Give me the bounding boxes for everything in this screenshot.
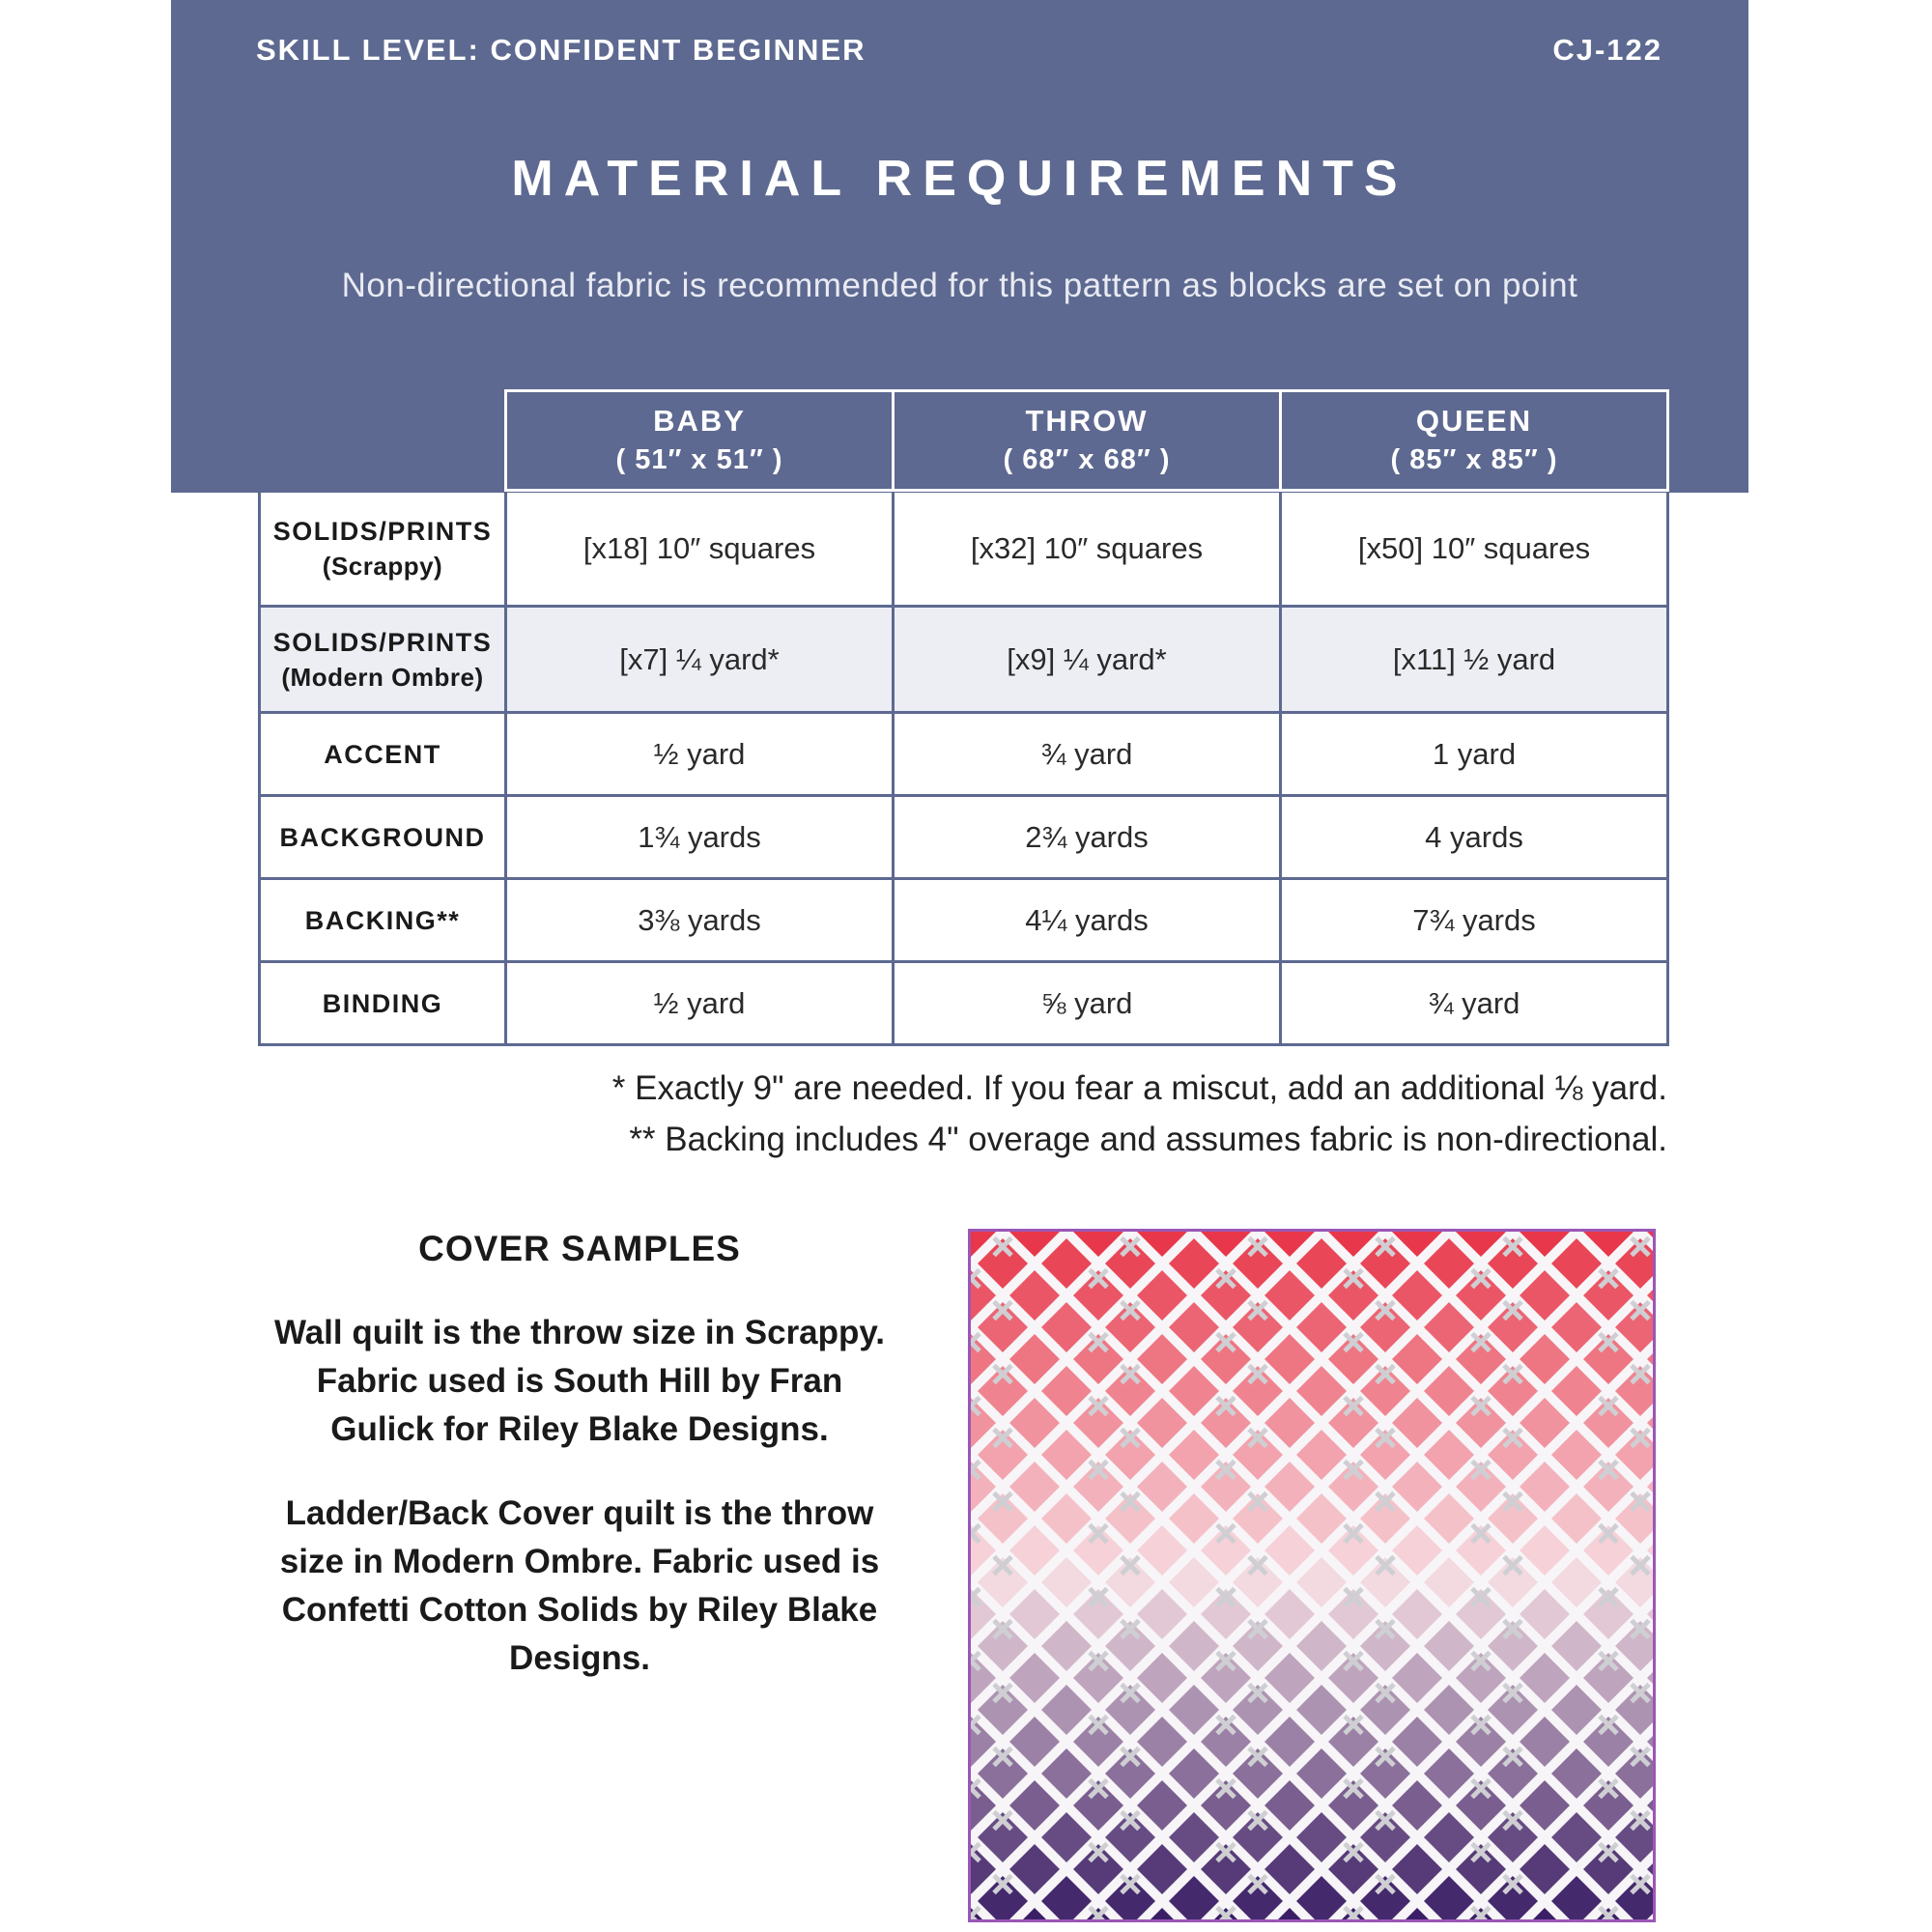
row-label-sub: (Scrappy) xyxy=(322,551,443,581)
table-row xyxy=(260,796,1668,879)
table-row xyxy=(260,713,1668,796)
table-cell: [x9] ¼ yard* xyxy=(894,607,1281,713)
column-dimensions: ( 85″ x 85″ ) xyxy=(1390,444,1558,475)
column-header-queen xyxy=(1281,391,1668,491)
pattern-code: CJ-122 xyxy=(1552,33,1662,67)
material-requirements-table xyxy=(258,389,1669,1046)
footnote-miscut: * Exactly 9" are needed. If you fear a miscut, add an additional ⅛ yard. xyxy=(611,1069,1667,1107)
skill-level: SKILL LEVEL: CONFIDENT BEGINNER xyxy=(256,33,867,67)
table-cell: ½ yard xyxy=(506,713,894,796)
column-size: THROW xyxy=(1025,404,1149,438)
table-cell: 1 yard xyxy=(1281,713,1668,796)
row-label: BINDING xyxy=(260,962,506,1045)
row-label: BACKGROUND xyxy=(260,796,506,879)
table-cell: ⅝ yard xyxy=(894,962,1281,1045)
table-cell: [x50] 10″ squares xyxy=(1281,491,1668,607)
table-cell: 7¾ yards xyxy=(1281,879,1668,962)
table-cell: [x7] ¼ yard* xyxy=(506,607,894,713)
table-cell: ½ yard xyxy=(506,962,894,1045)
column-header-throw xyxy=(894,391,1281,491)
table-cell: [x18] 10″ squares xyxy=(506,491,894,607)
page-title: MATERIAL REQUIREMENTS xyxy=(511,151,1408,207)
quilt-image xyxy=(971,1232,1653,1919)
row-label xyxy=(260,491,506,607)
row-label-main: SOLIDS/PRINTS xyxy=(272,516,493,546)
table-row xyxy=(260,962,1668,1045)
table-header-row xyxy=(260,391,1668,491)
row-label: ACCENT xyxy=(260,713,506,796)
table-cell: ¾ yard xyxy=(894,713,1281,796)
table-cell: 4¼ yards xyxy=(894,879,1281,962)
quilt-photo xyxy=(968,1229,1656,1922)
table-cell: 1¾ yards xyxy=(506,796,894,879)
table-row xyxy=(260,491,1668,607)
row-label xyxy=(260,607,506,713)
page-subtitle: Non-directional fabric is recommended for this pattern as blocks are set on point xyxy=(341,267,1578,304)
table-cell: 4 yards xyxy=(1281,796,1668,879)
table-cell: 2¾ yards xyxy=(894,796,1281,879)
column-dimensions: ( 51″ x 51″ ) xyxy=(615,444,783,475)
row-label-main: SOLIDS/PRINTS xyxy=(272,627,493,657)
cover-samples-ladder-quilt: Ladder/Back Cover quilt is the throw size in Modern Ombre. Fabric used is Confetti Cotton Solids by Riley Blake Designs. xyxy=(279,1494,880,1677)
table-cell: 3⅜ yards xyxy=(506,879,894,962)
table-cell: ¾ yard xyxy=(1281,962,1668,1045)
column-size: QUEEN xyxy=(1415,404,1533,438)
table-cell: [x11] ½ yard xyxy=(1281,607,1668,713)
cover-samples-wall-quilt: Wall quilt is the throw size in Scrappy. Fabric used is South Hill by Fran Gulick for Riley Blake Designs. xyxy=(273,1314,886,1448)
table-row xyxy=(260,607,1668,713)
column-header-baby xyxy=(506,391,894,491)
column-dimensions: ( 68″ x 68″ ) xyxy=(1003,444,1171,475)
row-label: BACKING** xyxy=(260,879,506,962)
column-size: BABY xyxy=(653,404,746,438)
footnote-backing: ** Backing includes 4" overage and assumes fabric is non-directional. xyxy=(629,1121,1667,1158)
cover-samples-heading: COVER SAMPLES xyxy=(418,1229,741,1268)
table-cell: [x32] 10″ squares xyxy=(894,491,1281,607)
row-label-sub: (Modern Ombre) xyxy=(281,662,484,692)
table-corner xyxy=(260,391,506,491)
table-row xyxy=(260,879,1668,962)
